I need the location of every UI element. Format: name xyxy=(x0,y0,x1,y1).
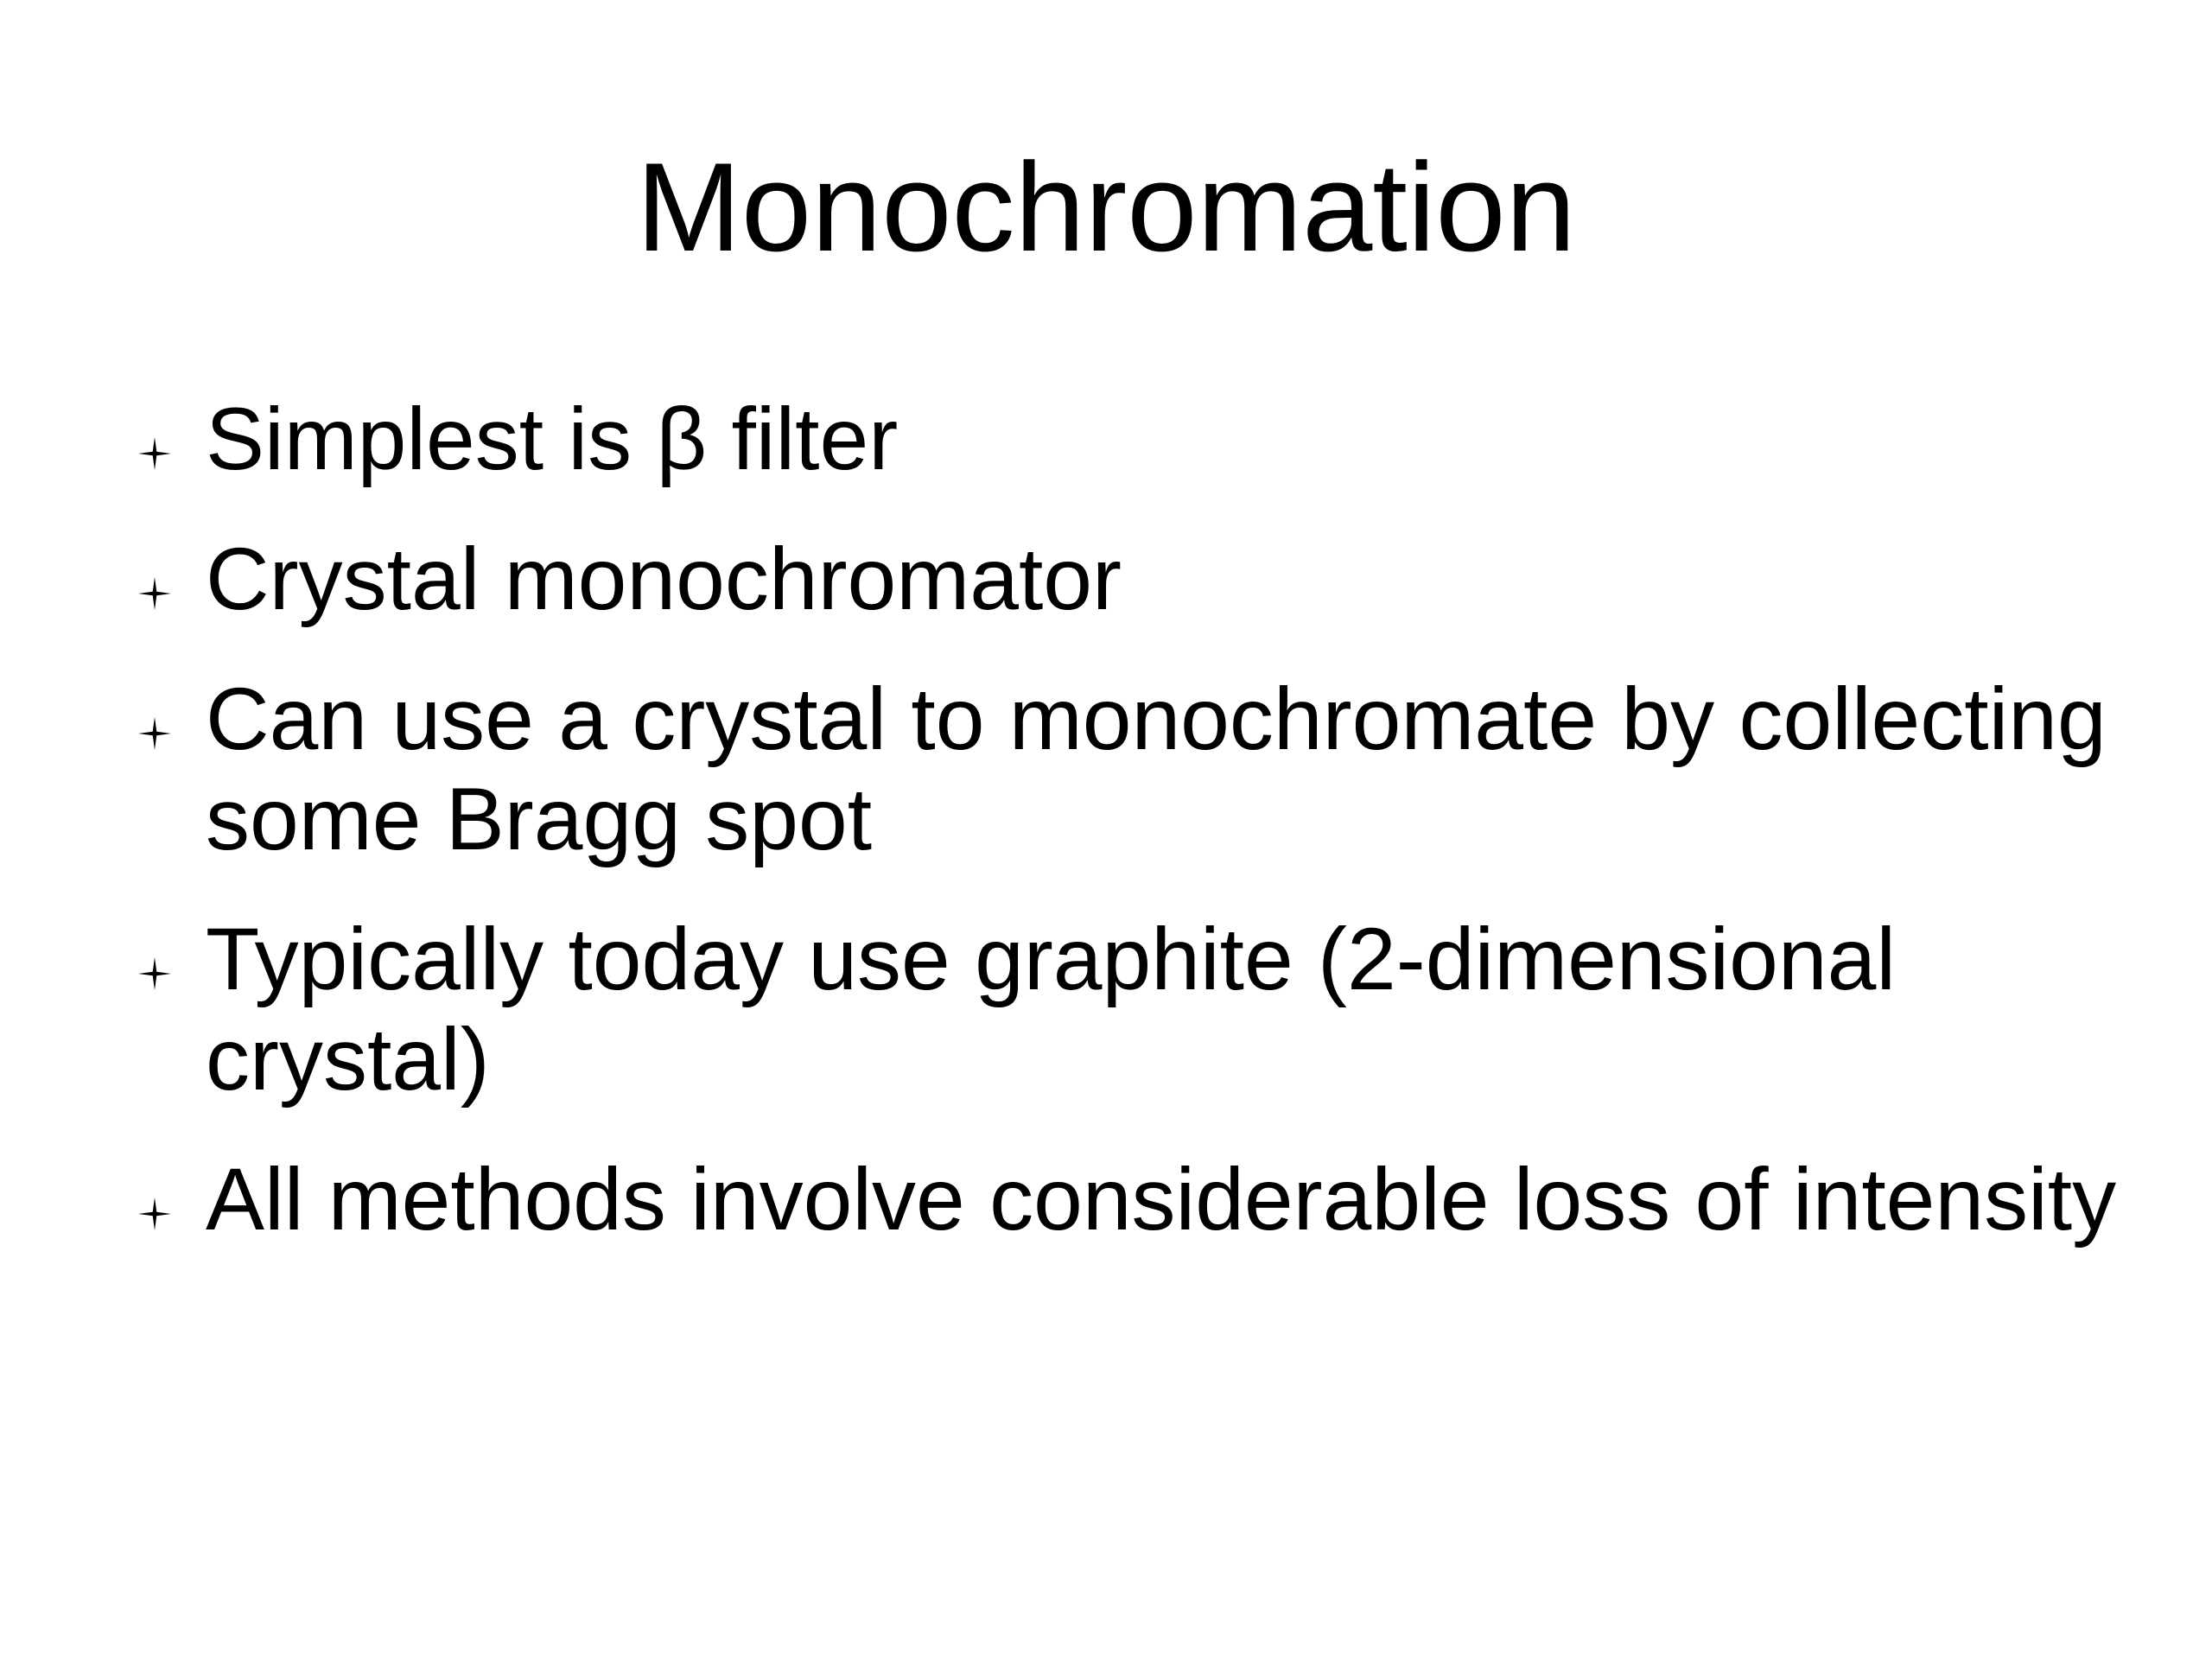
bullet-item-crystal-monochromator xyxy=(130,529,2117,629)
four-point-star-icon xyxy=(138,437,171,470)
four-point-star-icon xyxy=(138,1197,171,1230)
bullet-text: Typically today use graphite (2-dimensional crystal) xyxy=(206,910,1897,1109)
bullet-text: Crystal monochromator xyxy=(206,530,1122,628)
bullet-item-graphite xyxy=(130,909,2117,1109)
bullet-item-intensity-loss xyxy=(130,1149,2117,1249)
bullet-text: Can use a crystal to monochromate by collecting some Bragg spot xyxy=(206,670,2107,868)
bullet-text: All methods involve considerable loss of intensity xyxy=(206,1150,2117,1248)
bullet-list xyxy=(130,389,2117,1289)
four-point-star-icon xyxy=(138,957,171,990)
slide-title: Monochromation xyxy=(636,137,1576,277)
four-point-star-icon xyxy=(138,717,171,750)
bullet-text: Simplest is β filter xyxy=(206,390,899,488)
bullet-item-beta-filter xyxy=(130,389,2117,489)
four-point-star-icon xyxy=(138,577,171,610)
bullet-item-bragg-spot xyxy=(130,669,2117,869)
